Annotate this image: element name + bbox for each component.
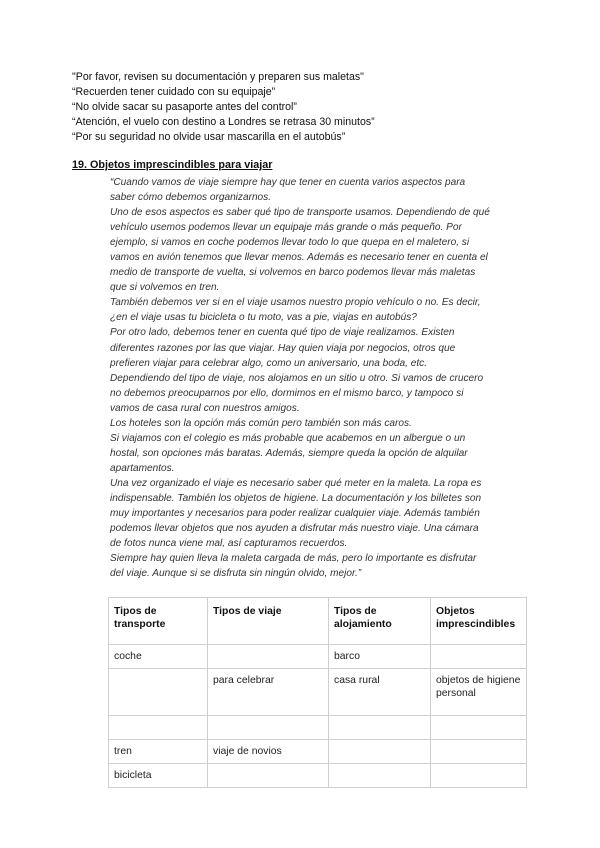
table-cell — [329, 716, 431, 740]
table-cell: bicicleta — [109, 764, 208, 788]
table-row — [109, 740, 527, 764]
header-lodging: Tipos de alojamiento — [329, 598, 431, 645]
body-line: no debemos preocuparnos por ello, dormimos en el mismo barco, y tampoco si — [110, 387, 464, 399]
body-line: ejemplo, si vamos en coche podemos llevar todo lo que quepa en el maletero, si — [110, 237, 470, 249]
table-row — [109, 764, 527, 788]
quote-line: “Por su seguridad no olvide usar mascarilla en el autobús” — [72, 131, 346, 143]
header-trip-type: Tipos de viaje — [208, 598, 329, 645]
body-line: Dependiendo del tipo de viaje, nos alojamos en un sitio u otro. Si vamos de crucero — [110, 372, 484, 384]
quote-line: “Recuerden tener cuidado con su equipaje” — [72, 86, 276, 98]
body-line: medio de transporte de vuelta, si volvemos en barco podemos llevar más maletas — [110, 267, 476, 279]
body-line: saber cómo debemos organizarnos. — [110, 192, 272, 204]
body-line: También debemos ver si en el viaje usamos nuestro propio vehículo o no. Es decir, — [110, 297, 481, 309]
section-title: 19. Objetos imprescindibles para viajar — [72, 159, 273, 171]
table-cell: objetos de higiene personal — [431, 669, 527, 716]
body-line: Una vez organizado el viaje es necesario saber qué meter en la maleta. La ropa es — [110, 477, 482, 489]
body-line: podemos llevar objetos que nos ayuden a disfrutar más nuestro viaje. Una cámara — [110, 523, 479, 535]
body-line: que si volvemos en tren. — [110, 282, 220, 294]
header-essentials: Objetos imprescindibles — [431, 598, 527, 645]
table-cell — [431, 764, 527, 788]
body-line: indispensable. También los objetos de higiene. La documentación y los billetes son — [110, 492, 482, 504]
body-line: del viaje. Aunque si se disfruta sin ningún olvido, mejor.” — [110, 568, 362, 580]
body-line: Uno de esos aspectos es saber qué tipo de transporte usamos. Dependiendo de qué — [110, 207, 490, 219]
table-cell: tren — [109, 740, 208, 764]
table-row — [109, 645, 527, 669]
table-row — [109, 716, 527, 740]
table-row — [109, 669, 527, 716]
body-line: hostal, son opciones más baratas. Además, siempre queda la opción de alquilar — [110, 447, 468, 459]
table-cell — [109, 716, 208, 740]
body-line: Por otro lado, debemos tener en cuenta qué tipo de viaje realizamos. Existen — [110, 327, 455, 339]
body-line: “Cuando vamos de viaje siempre hay que tener en cuenta varios aspectos para — [110, 177, 466, 188]
table-cell: para celebrar — [208, 669, 329, 716]
table-cell: coche — [109, 645, 208, 669]
table-cell — [431, 716, 527, 740]
body-line: ¿en el viaje usas tu bicicleta o tu moto, vas a pie, viajas en autobús? — [110, 312, 417, 324]
body-line: vamos en avión tenemos que llevar menos. Además es necesario tener en cuenta el — [110, 252, 488, 264]
quote-line: “No olvide sacar su pasaporte antes del control” — [72, 101, 297, 113]
body-line: apartamentos. — [110, 462, 175, 474]
body-line: vehículo usemos podemos llevar un equipaje más grande o más pequeño. Por — [110, 222, 462, 234]
quote-line: “Atención, el vuelo con destino a Londres se retrasa 30 minutos” — [72, 116, 375, 128]
table-cell: casa rural — [329, 669, 431, 716]
table-cell — [208, 645, 329, 669]
header-transport: Tipos de transporte — [109, 598, 208, 645]
body-line: diferentes razones por las que viajar. Hay quien viaja por negocios, otros que — [110, 342, 456, 354]
table-cell — [431, 645, 527, 669]
travel-table — [108, 597, 527, 788]
body-line: Siempre hay quien lleva la maleta cargada de más, pero lo importante es disfrutar — [110, 553, 477, 565]
body-line: de fotos nunca viene mal, así capturamos recuerdos. — [110, 538, 348, 550]
table-cell — [329, 740, 431, 764]
table-cell: viaje de novios — [208, 740, 329, 764]
table-cell — [208, 716, 329, 740]
table-cell — [431, 740, 527, 764]
table-cell — [208, 764, 329, 788]
body-line: muy importantes y necesarios para poder realizar cualquier viaje. Además también — [110, 508, 480, 520]
body-line: Los hoteles son la opción más común pero también son más caros. — [110, 417, 412, 429]
table-header-row — [109, 598, 527, 645]
body-line: prefieren viajar para celebrar algo, como un aniversario, una boda, etc. — [110, 357, 428, 369]
table-cell — [109, 669, 208, 716]
body-line: Si viajamos con el colegio es más probable que acabemos en un albergue o un — [110, 432, 466, 444]
body-line: vamos de casa rural con nuestros amigos. — [110, 402, 300, 414]
table-cell — [329, 764, 431, 788]
body-text — [110, 175, 530, 581]
quote-line: "Por favor, revisen su documentación y preparen sus maletas" — [72, 71, 364, 83]
table-cell: barco — [329, 645, 431, 669]
quote-list — [72, 70, 542, 145]
